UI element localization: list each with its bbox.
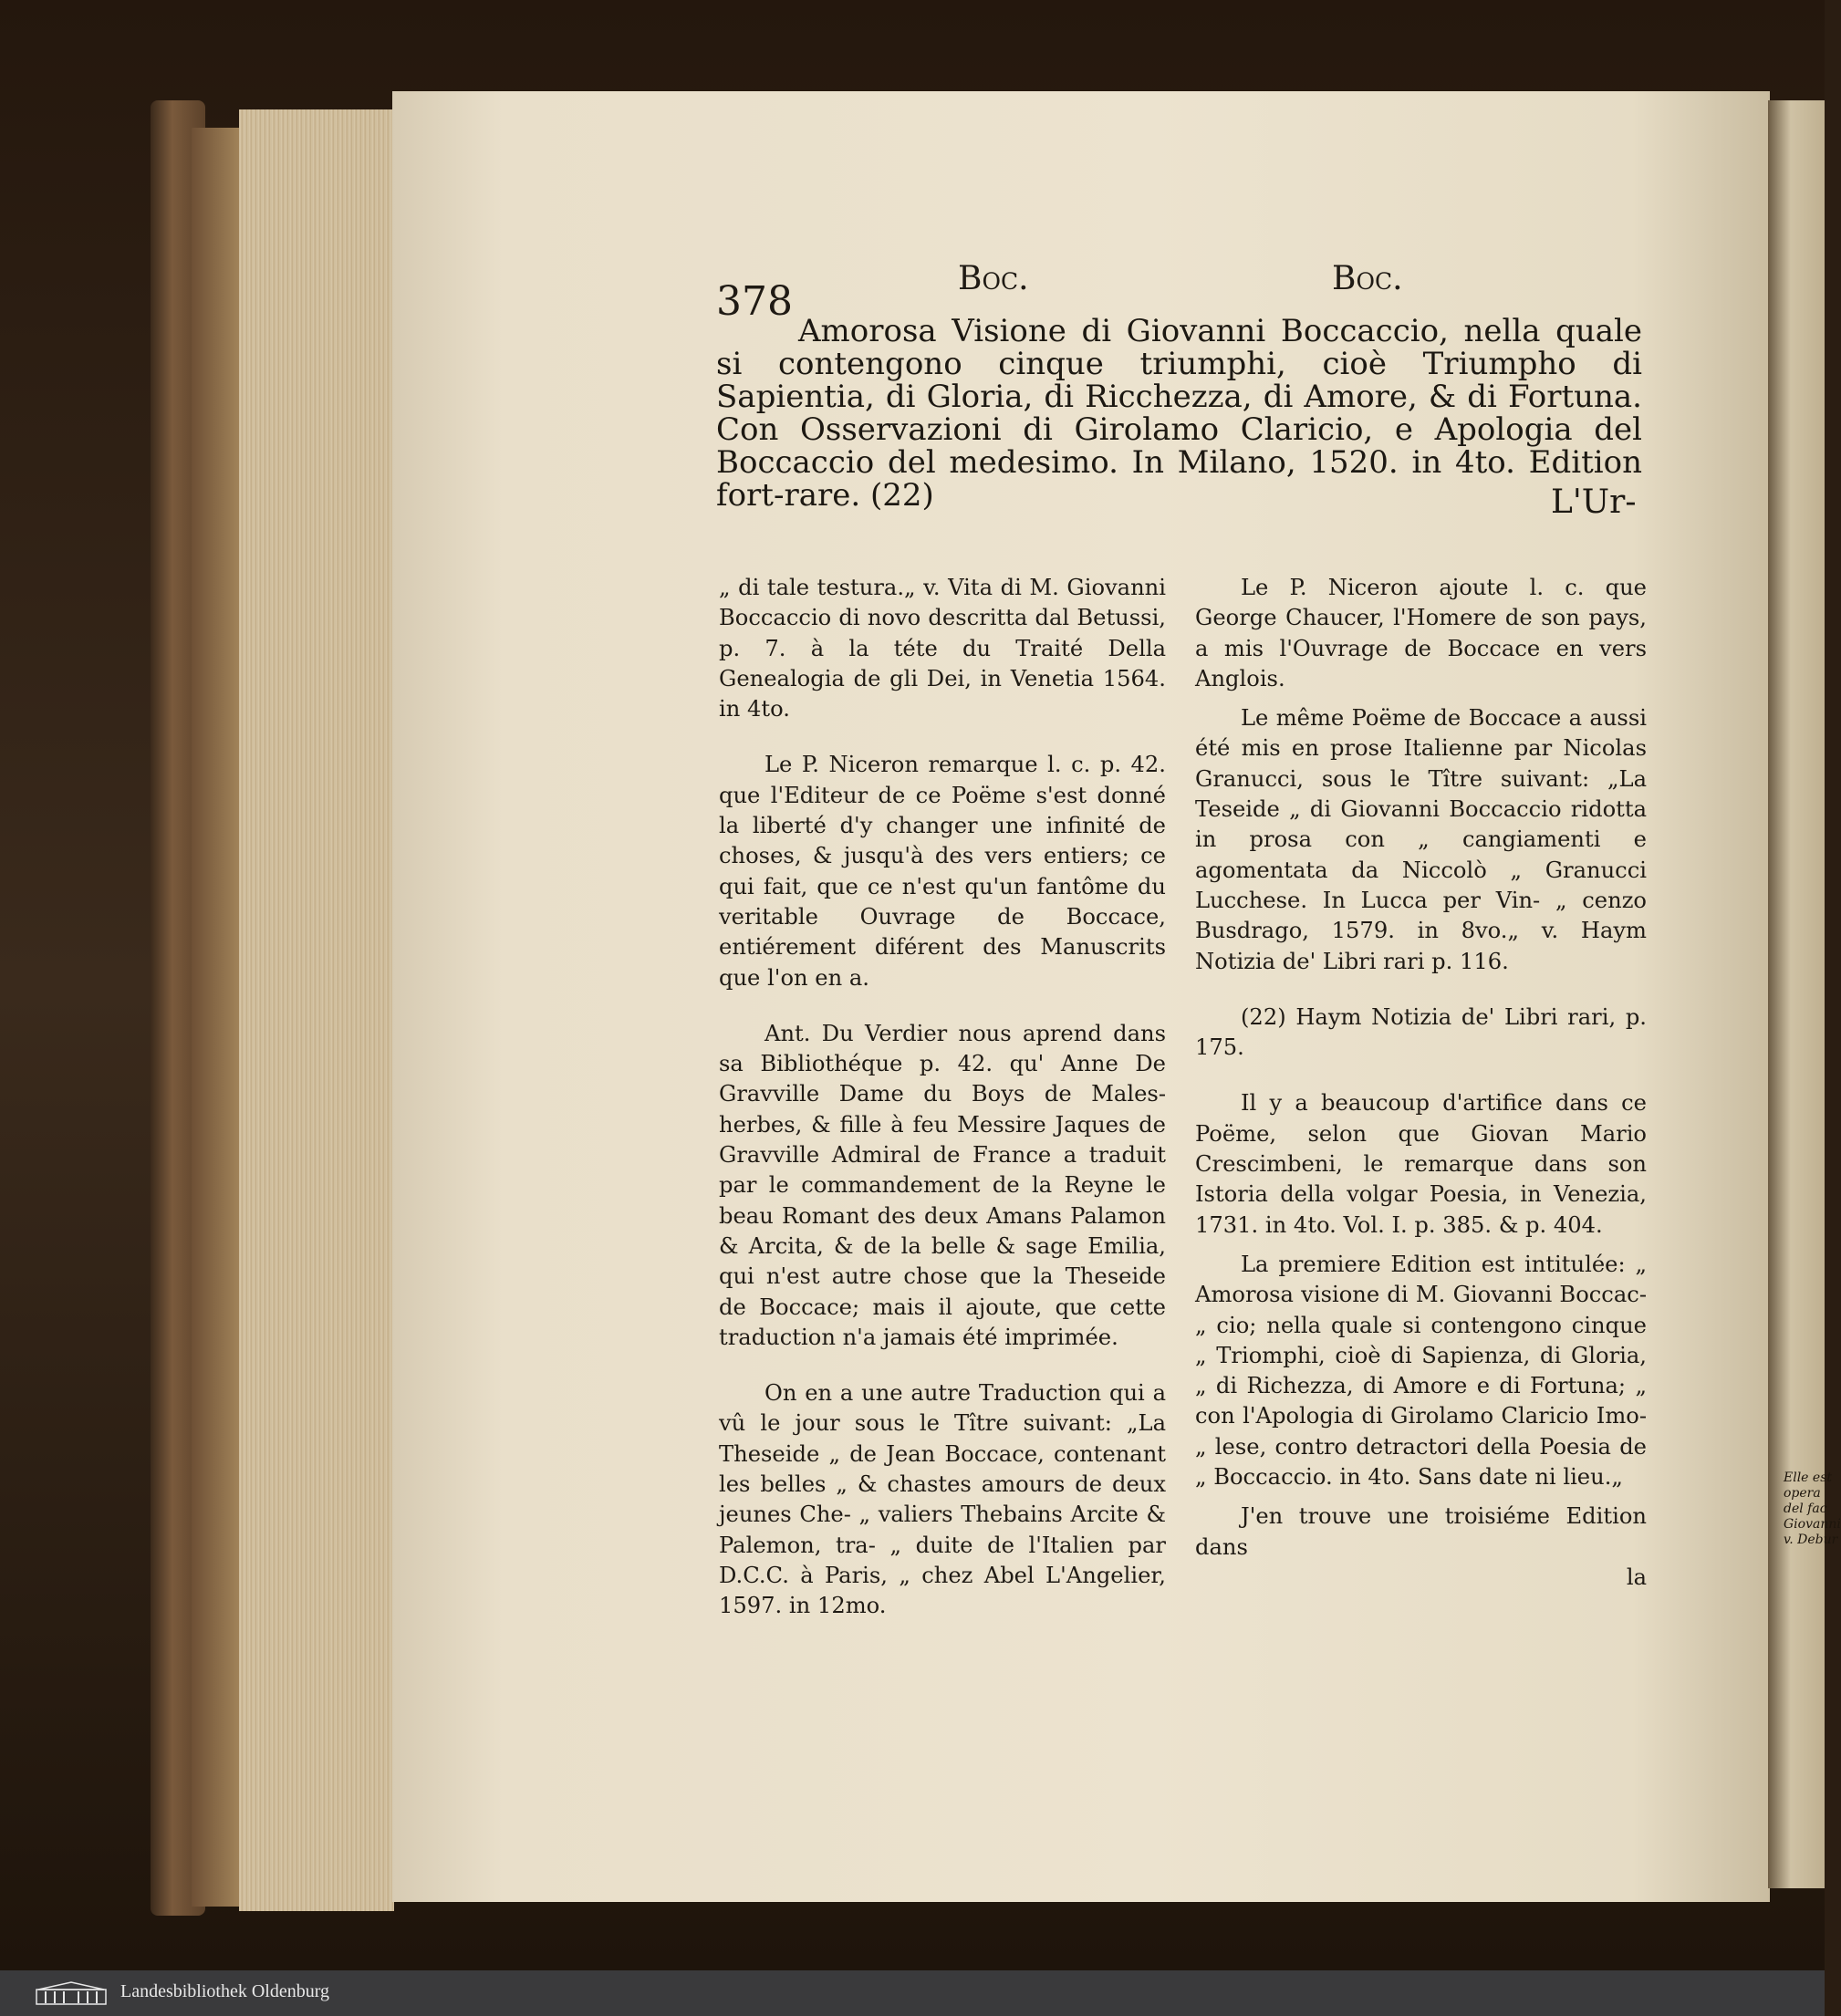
left-column <box>719 573 1166 1631</box>
catchword-bottom: la <box>1626 1564 1647 1590</box>
margin-note-line: v. Debur <box>1784 1533 1838 1547</box>
running-head-left: Boc. <box>958 260 1029 297</box>
right-column <box>1195 573 1647 1593</box>
footer-bar <box>0 1970 1825 2016</box>
paragraph: Le P. Niceron ajoute l. c. que George Chaucer, l'Homere de son pays, a mis l'Ouvrage de Boccace en vers Anglois. <box>1195 575 1647 691</box>
catchword-top: L'Ur- <box>1551 483 1637 521</box>
paragraph: Le P. Niceron remarque l. c. p. 42. que l'Editeur de ce Poëme s'est donné la liberté d'y changer une infinité de choses, & jusqu'à des vers entiers; ce qui fait, que ce n'est qu'un fantôme du veritable Ouvrage de Boccace, entiérement diférent des Manuscrits que l'on en a. <box>719 752 1166 991</box>
library-name: Landesbibliothek Oldenburg <box>120 1981 330 2001</box>
footnote: (22) Haym Notizia de' Libri rari, p. 175. <box>1195 1003 1647 1061</box>
margin-note-line: del fac <box>1784 1502 1827 1516</box>
running-head <box>716 260 1738 325</box>
paragraph: J'en trouve une troisiéme Edition dans <box>1195 1503 1647 1560</box>
paragraph: La premiere Edition est intitulée: „ Amorosa visione di M. Giovanni Boccac- „ cio; nella quale si contengono cinque „ Triomphi, cioè di Sapienza, di Gloria, „ di Richezza, di Amore e di Fortuna; „ con l'Apologia di Girolamo Claricio Imo- „ lese, contro detractori della Poesia de „ Boccaccio. in 4to. Sans date ni lieu.„ <box>1195 1251 1647 1491</box>
book-cover-edge <box>192 128 246 1907</box>
paragraph: Le même Poëme de Boccace a aussi été mis en prose Italienne par Nicolas Granucci, sous le Tître suivant: „La Teseide „ di Giovanni Boccaccio ridotta in prosa con „ cangiamenti e agomentata da Niccolò „ Granucci Lucchese. In Lucca per Vin- „ cenzo Busdrago, 1579. in 8vo.„ v. Haym Notizia de' Libri rari p. 116. <box>1195 705 1647 974</box>
running-head-right: Boc. <box>1332 260 1403 297</box>
paragraph: „ di tale testura.„ v. Vita di M. Giovanni Boccaccio di novo descritta dal Betussi, p. 7. à la téte du Traité Della Genealogia de gli Dei, in Venetia 1564. in 4to. <box>719 575 1166 722</box>
library-building-icon <box>35 1980 108 2006</box>
paragraph: On en a une autre Traduction qui a vû le jour sous le Tître suivant: „La Theseide „ de Jean Boccace, contenant les belles „ & chastes amours de deux jeunes Che- „ valiers Thebains Arcite & Palemon, tra- „ duite de l'Italien par D.C.C. à Paris, „ chez Abel L'Angelier, 1597. in 12mo. <box>719 1380 1166 1619</box>
margin-note-line: Elle est <box>1784 1470 1833 1485</box>
title-entry-text: Amorosa Visione di Giovanni Boccaccio, nella quale si contengono cinque triumphi, cioè Triumpho di Sapientia, di Gloria, di Ricchezza, di Amore, & di Fortuna. Con Osservazioni di Girolamo Claricio, e Apologia del Boccaccio del medesimo. In Milano, 1520. in 4to. Edition fort-rare. (22) <box>716 313 1642 514</box>
facing-page-margin-note <box>1784 1470 1841 1548</box>
paragraph: Il y a beaucoup d'artifice dans ce Poëme, selon que Giovan Mario Crescimbeni, le remarque dans son Istoria della volgar Poesia, in Venezia, 1731. in 4to. Vol. I. p. 385. & p. 404. <box>1195 1090 1647 1238</box>
title-entry <box>716 315 1642 512</box>
margin-note-line: opera <box>1784 1486 1821 1501</box>
margin-note-line: Giovanni <box>1784 1517 1841 1532</box>
page-number: 378 <box>716 278 793 325</box>
paragraph: Ant. Du Verdier nous aprend dans sa Bibliothéque p. 42. qu' Anne De Gravville Dame du Boys de Males-herbes, & fille à feu Messire Jaques de Gravville Admiral de France a traduit par le commandement de la Reyne le beau Romant des deux Amans Palamon & Arcita, & de la belle & sage Emilia, qui n'est autre chose que la Theseide de Boccace; mais il ajoute, que cette traduction n'a jamais été imprimée. <box>719 1020 1166 1350</box>
facing-page-edge <box>1768 100 1841 1888</box>
page-edges <box>239 109 394 1911</box>
